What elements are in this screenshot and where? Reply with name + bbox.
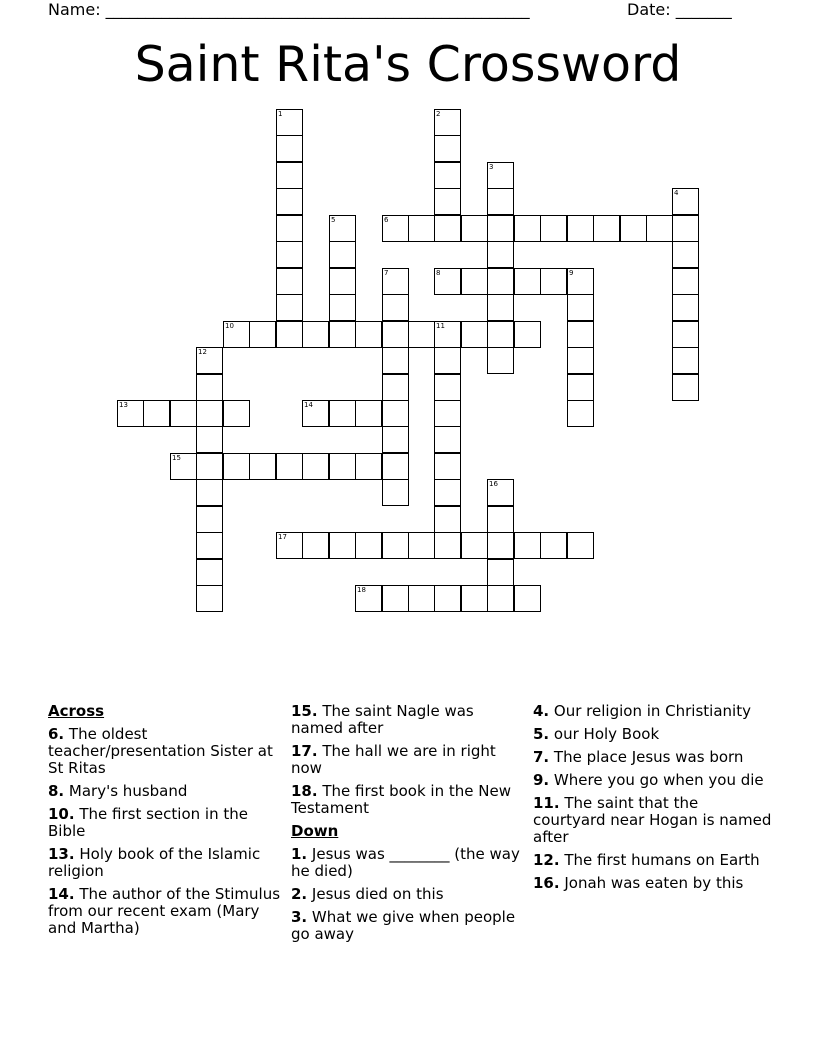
clue-down-2: 2. Jesus died on this xyxy=(291,885,444,903)
grid-cell[interactable] xyxy=(434,188,461,215)
grid-cell[interactable] xyxy=(302,532,329,559)
cell-number: 5 xyxy=(331,216,336,224)
grid-cell[interactable] xyxy=(196,426,223,453)
grid-cell[interactable] xyxy=(329,215,356,242)
grid-cell[interactable] xyxy=(487,532,514,559)
grid-cell[interactable] xyxy=(514,321,541,348)
grid-cell[interactable] xyxy=(434,135,461,162)
grid-cell[interactable] xyxy=(196,374,223,401)
date-field-label: Date: _______ xyxy=(627,0,732,19)
grid-cell[interactable] xyxy=(434,426,461,453)
grid-cell[interactable] xyxy=(672,268,699,295)
cell-number: 13 xyxy=(119,401,128,409)
grid-cell[interactable] xyxy=(672,188,699,215)
clue-down-4: 4. Our religion in Christianity xyxy=(533,702,751,720)
cell-number: 16 xyxy=(489,480,498,488)
grid-cell[interactable] xyxy=(329,532,356,559)
grid-cell[interactable] xyxy=(329,321,356,348)
grid-cell[interactable] xyxy=(487,506,514,533)
grid-cell[interactable] xyxy=(461,321,488,348)
grid-cell[interactable] xyxy=(196,347,223,374)
grid-cell[interactable] xyxy=(276,532,303,559)
grid-cell[interactable] xyxy=(487,479,514,506)
cell-number: 15 xyxy=(172,454,181,462)
grid-cell[interactable] xyxy=(514,215,541,242)
grid-cell[interactable] xyxy=(276,135,303,162)
grid-cell[interactable] xyxy=(302,321,329,348)
grid-cell[interactable] xyxy=(540,215,567,242)
cell-number: 18 xyxy=(357,586,366,594)
cell-number: 7 xyxy=(384,269,389,277)
grid-cell[interactable] xyxy=(487,559,514,586)
grid-cell[interactable] xyxy=(434,453,461,480)
grid-cell[interactable] xyxy=(276,109,303,136)
clue-down-7: 7. The place Jesus was born xyxy=(533,748,744,766)
grid-cell[interactable] xyxy=(276,453,303,480)
grid-cell[interactable] xyxy=(408,321,435,348)
clue-across-17: 17. The hall we are in right now xyxy=(291,742,496,777)
grid-cell[interactable] xyxy=(487,162,514,189)
cell-number: 11 xyxy=(436,322,445,330)
grid-cell[interactable] xyxy=(382,426,409,453)
grid-cell[interactable] xyxy=(567,321,594,348)
grid-cell[interactable] xyxy=(196,400,223,427)
grid-cell[interactable] xyxy=(170,400,197,427)
clue-across-10: 10. The first section in the Bible xyxy=(48,805,248,840)
grid-cell[interactable] xyxy=(196,453,223,480)
grid-cell[interactable] xyxy=(302,453,329,480)
clue-down-9: 9. Where you go when you die xyxy=(533,771,764,789)
grid-cell[interactable] xyxy=(672,241,699,268)
grid-cell[interactable] xyxy=(355,321,382,348)
grid-cell[interactable] xyxy=(434,321,461,348)
grid-cell[interactable] xyxy=(382,585,409,612)
grid-cell[interactable] xyxy=(223,400,250,427)
grid-cell[interactable] xyxy=(276,162,303,189)
clue-down-1: 1. Jesus was ________ (the way he died) xyxy=(291,845,520,880)
grid-cell[interactable] xyxy=(196,559,223,586)
grid-cell[interactable] xyxy=(382,479,409,506)
clues-column-1 xyxy=(48,703,280,943)
grid-cell[interactable] xyxy=(329,294,356,321)
grid-cell[interactable] xyxy=(249,453,276,480)
grid-cell[interactable] xyxy=(276,268,303,295)
cell-number: 1 xyxy=(278,110,283,118)
grid-cell[interactable] xyxy=(567,400,594,427)
grid-cell[interactable] xyxy=(302,400,329,427)
down-heading: Down xyxy=(291,822,339,840)
clues-column-3 xyxy=(533,703,773,898)
cell-number: 4 xyxy=(674,189,679,197)
grid-cell[interactable] xyxy=(672,347,699,374)
grid-cell[interactable] xyxy=(434,400,461,427)
cell-number: 12 xyxy=(198,348,207,356)
grid-cell[interactable] xyxy=(514,268,541,295)
clues-column-2 xyxy=(291,703,521,949)
grid-cell[interactable] xyxy=(434,215,461,242)
grid-cell[interactable] xyxy=(143,400,170,427)
clue-across-13: 13. Holy book of the Islamic religion xyxy=(48,845,261,880)
clue-across-14: 14. The author of the Stimulus from our recent exam (Mary and Martha) xyxy=(48,885,281,937)
grid-cell[interactable] xyxy=(329,241,356,268)
grid-cell[interactable] xyxy=(672,294,699,321)
grid-cell[interactable] xyxy=(461,268,488,295)
grid-cell[interactable] xyxy=(567,294,594,321)
grid-cell[interactable] xyxy=(382,294,409,321)
cell-number: 8 xyxy=(436,269,441,277)
grid-cell[interactable] xyxy=(434,479,461,506)
grid-cell[interactable] xyxy=(276,294,303,321)
grid-cell[interactable] xyxy=(170,453,197,480)
grid-cell[interactable] xyxy=(567,532,594,559)
grid-cell[interactable] xyxy=(329,453,356,480)
grid-cell[interactable] xyxy=(196,585,223,612)
grid-cell[interactable] xyxy=(408,585,435,612)
cell-number: 14 xyxy=(304,401,313,409)
grid-cell[interactable] xyxy=(434,585,461,612)
grid-cell[interactable] xyxy=(382,268,409,295)
grid-cell[interactable] xyxy=(567,347,594,374)
grid-cell[interactable] xyxy=(382,321,409,348)
grid-cell[interactable] xyxy=(355,532,382,559)
grid-cell[interactable] xyxy=(540,532,567,559)
grid-cell[interactable] xyxy=(117,400,144,427)
grid-cell[interactable] xyxy=(382,453,409,480)
clue-across-6: 6. The oldest teacher/presentation Sister at St Ritas xyxy=(48,725,273,777)
grid-cell[interactable] xyxy=(567,215,594,242)
grid-cell[interactable] xyxy=(672,215,699,242)
grid-cell[interactable] xyxy=(276,241,303,268)
grid-cell[interactable] xyxy=(223,321,250,348)
grid-cell[interactable] xyxy=(646,215,673,242)
cell-number: 3 xyxy=(489,163,494,171)
grid-cell[interactable] xyxy=(514,585,541,612)
name-field-label: Name: _____________________________________________________ xyxy=(48,0,530,19)
grid-cell[interactable] xyxy=(620,215,647,242)
grid-cell[interactable] xyxy=(434,109,461,136)
cell-number: 10 xyxy=(225,322,234,330)
grid-cell[interactable] xyxy=(382,532,409,559)
grid-cell[interactable] xyxy=(382,374,409,401)
grid-cell[interactable] xyxy=(593,215,620,242)
clue-across-15: 15. The saint Nagle was named after xyxy=(291,702,474,737)
grid-cell[interactable] xyxy=(540,268,567,295)
grid-cell[interactable] xyxy=(487,321,514,348)
clue-down-3: 3. What we give when people go away xyxy=(291,908,516,943)
grid-cell[interactable] xyxy=(461,215,488,242)
grid-cell[interactable] xyxy=(355,585,382,612)
cell-number: 9 xyxy=(569,269,574,277)
page-title: Saint Rita's Crossword xyxy=(134,36,682,93)
grid-cell[interactable] xyxy=(487,268,514,295)
grid-cell[interactable] xyxy=(434,374,461,401)
clue-down-12: 12. The first humans on Earth xyxy=(533,851,760,869)
grid-cell[interactable] xyxy=(567,268,594,295)
grid-cell[interactable] xyxy=(434,162,461,189)
grid-cell[interactable] xyxy=(487,241,514,268)
grid-cell[interactable] xyxy=(487,188,514,215)
grid-cell[interactable] xyxy=(487,294,514,321)
grid-cell[interactable] xyxy=(355,400,382,427)
grid-cell[interactable] xyxy=(329,268,356,295)
grid-cell[interactable] xyxy=(434,347,461,374)
grid-cell[interactable] xyxy=(223,453,250,480)
grid-cell[interactable] xyxy=(355,453,382,480)
grid-cell[interactable] xyxy=(434,506,461,533)
cell-number: 17 xyxy=(278,533,287,541)
clue-across-18: 18. The first book in the New Testament xyxy=(291,782,511,817)
grid-cell[interactable] xyxy=(408,532,435,559)
grid-cell[interactable] xyxy=(672,321,699,348)
grid-cell[interactable] xyxy=(461,585,488,612)
grid-cell[interactable] xyxy=(408,215,435,242)
across-heading: Across xyxy=(48,702,105,720)
grid-cell[interactable] xyxy=(329,400,356,427)
grid-cell[interactable] xyxy=(487,347,514,374)
grid-cell[interactable] xyxy=(196,506,223,533)
grid-cell[interactable] xyxy=(276,215,303,242)
clue-down-5: 5. our Holy Book xyxy=(533,725,660,743)
grid-cell[interactable] xyxy=(514,532,541,559)
grid-cell[interactable] xyxy=(567,374,594,401)
grid-cell[interactable] xyxy=(382,215,409,242)
cell-number: 2 xyxy=(436,110,441,118)
grid-cell[interactable] xyxy=(196,479,223,506)
grid-cell[interactable] xyxy=(672,374,699,401)
grid-cell[interactable] xyxy=(434,268,461,295)
grid-cell[interactable] xyxy=(382,400,409,427)
grid-cell[interactable] xyxy=(487,215,514,242)
grid-cell[interactable] xyxy=(249,321,276,348)
grid-cell[interactable] xyxy=(276,321,303,348)
grid-cell[interactable] xyxy=(276,188,303,215)
grid-cell[interactable] xyxy=(434,532,461,559)
clue-down-16: 16. Jonah was eaten by this xyxy=(533,874,744,892)
cell-number: 6 xyxy=(384,216,389,224)
grid-cell[interactable] xyxy=(461,532,488,559)
clue-across-8: 8. Mary's husband xyxy=(48,782,188,800)
grid-cell[interactable] xyxy=(487,585,514,612)
grid-cell[interactable] xyxy=(382,347,409,374)
clue-down-11: 11. The saint that the courtyard near Hogan is named after xyxy=(533,794,772,846)
grid-cell[interactable] xyxy=(196,532,223,559)
